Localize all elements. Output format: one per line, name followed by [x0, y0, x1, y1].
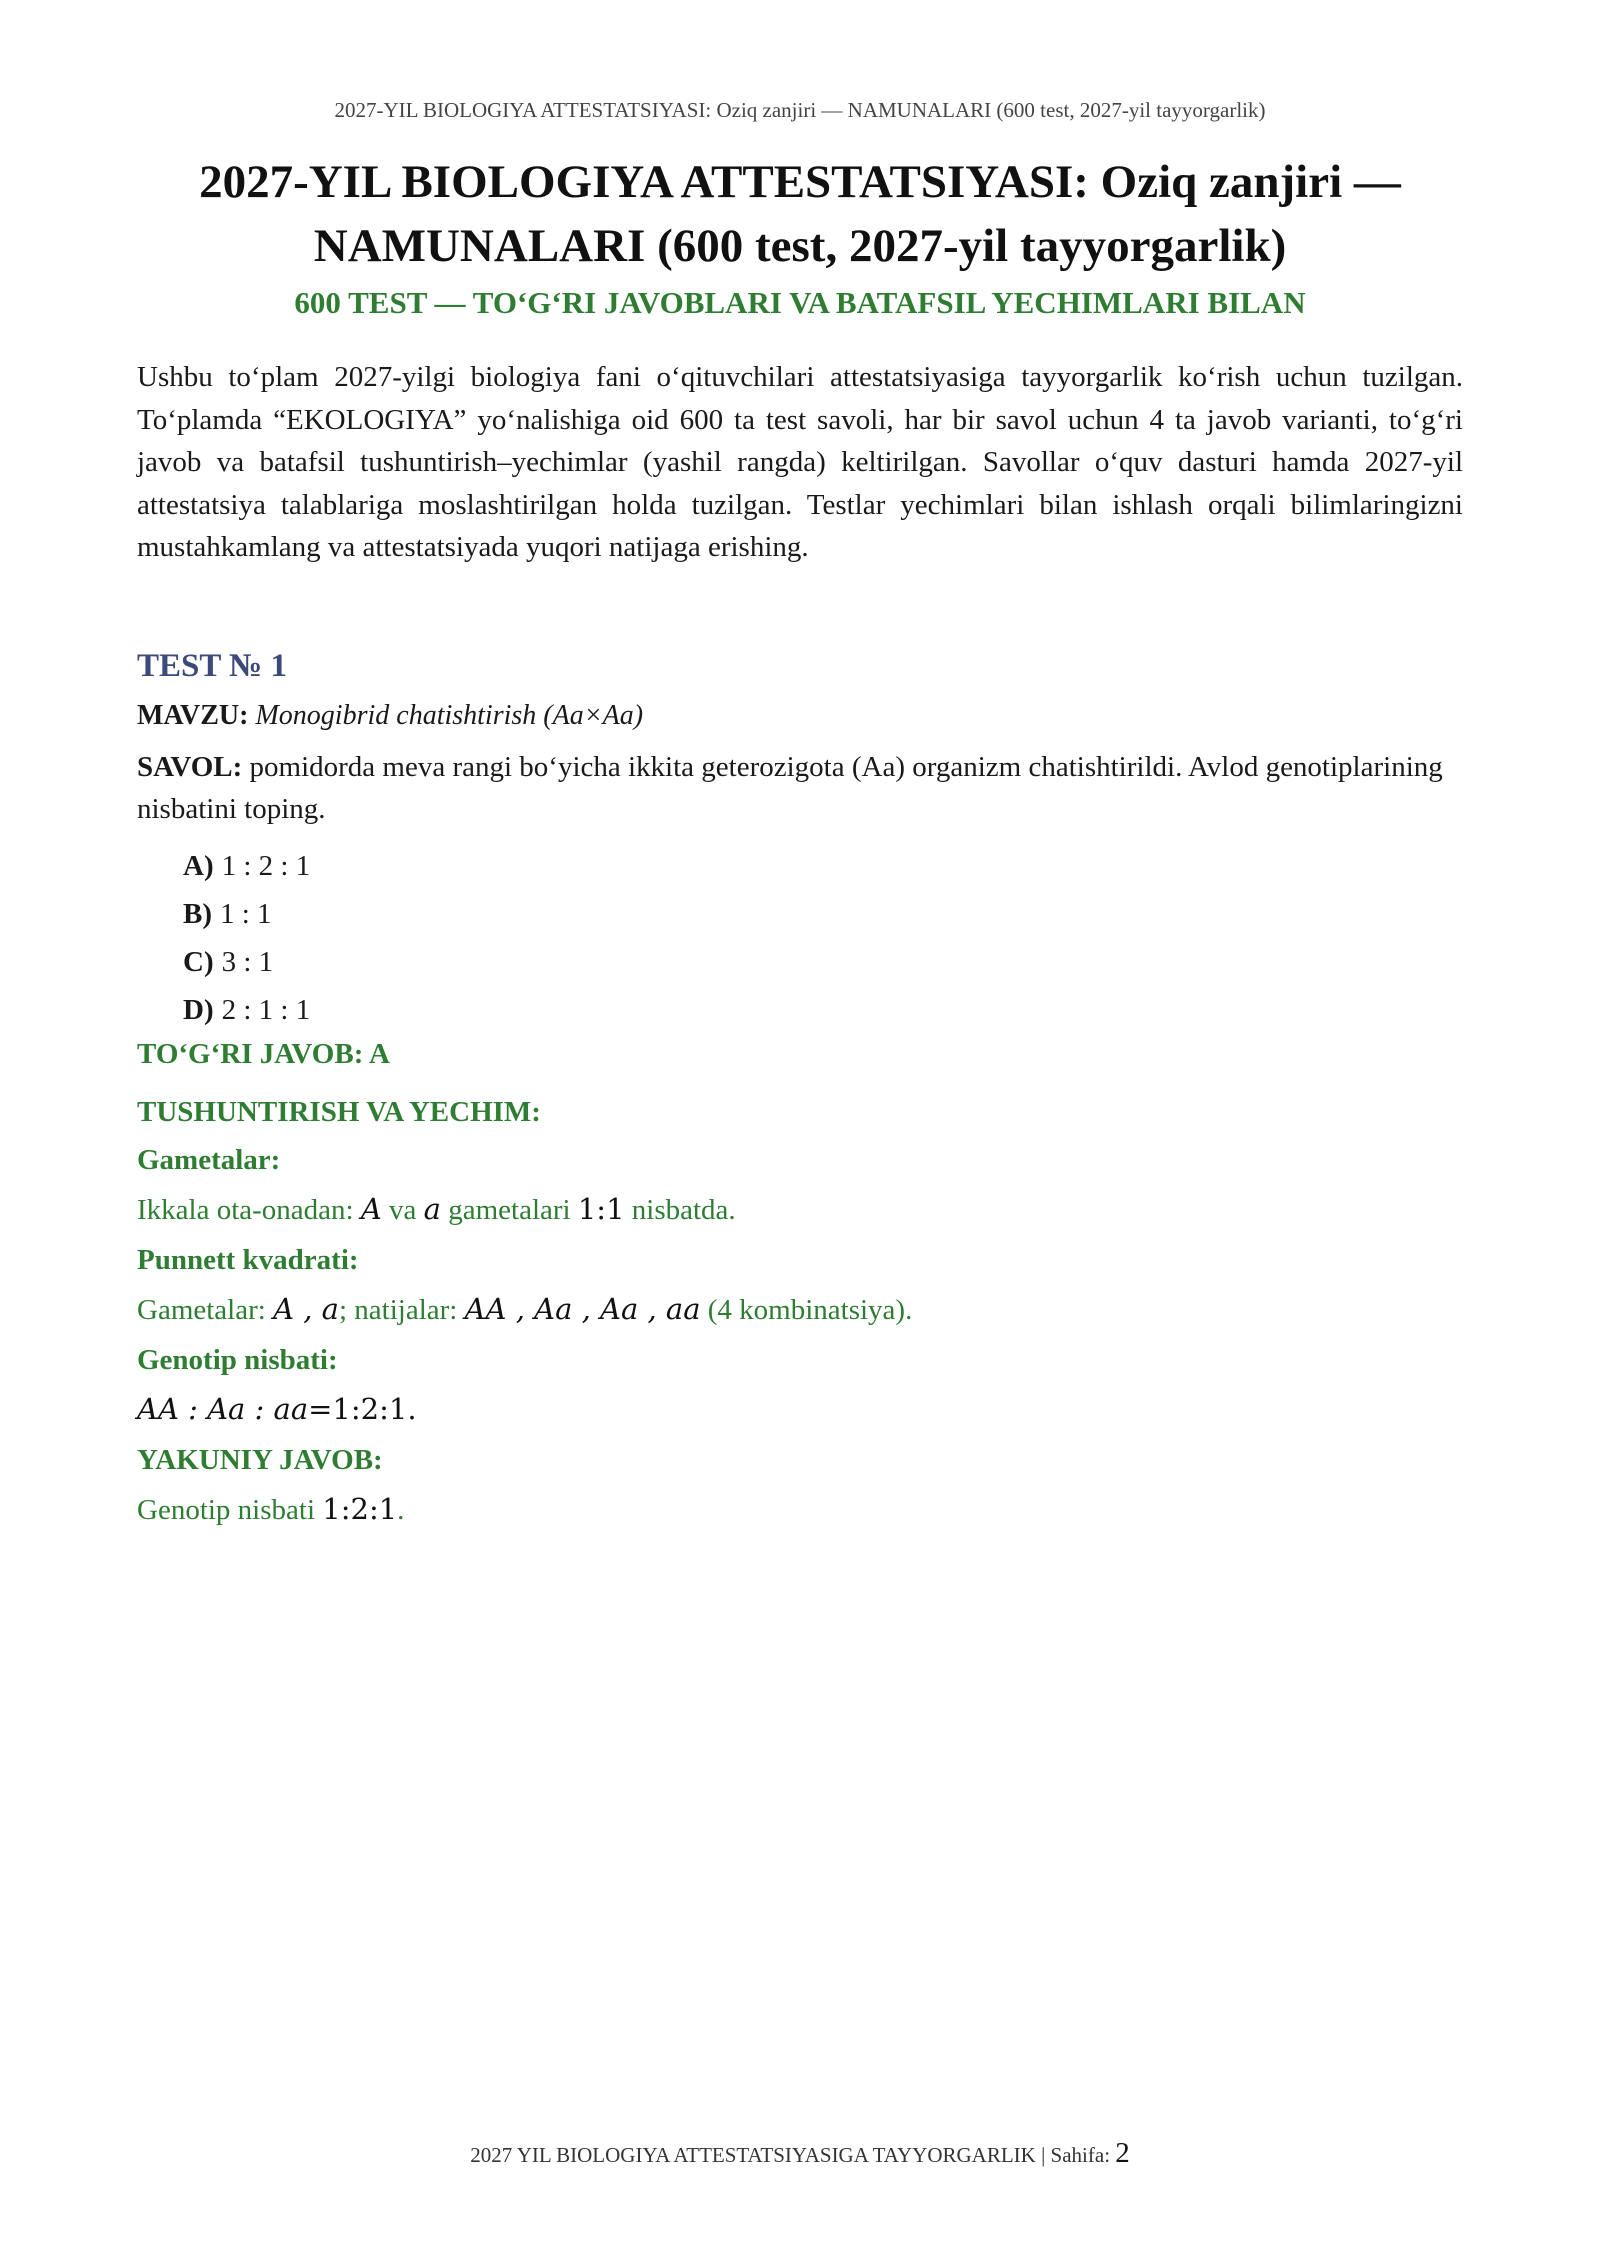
formula-end: .	[407, 1392, 417, 1426]
genotype-list: AA , Aa , Aa , aa	[464, 1292, 701, 1326]
final-answer-heading: YAKUNIY JAVOB:	[137, 1444, 383, 1476]
final-text-part: Genotip nisbati	[137, 1494, 323, 1526]
gametes-text	[137, 1192, 1463, 1244]
gametes-text-part: gametalari	[440, 1194, 578, 1226]
footer-separator: |	[1041, 2143, 1046, 2167]
punnett-heading: Punnett kvadrati:	[137, 1244, 359, 1276]
gametes-text-part: Ikkala ota-onadan:	[137, 1194, 361, 1226]
page-label: Sahifa:	[1050, 2143, 1111, 2167]
answer-option	[183, 938, 1463, 986]
answer-options	[137, 842, 1463, 1034]
page-title-line-2: NAMUNALARI (600 test, 2027-yil tayyorgarlik)	[313, 220, 1287, 272]
footer-text: 2027 YIL BIOLOGIYA ATTESTATSIYASIGA TAYYORGARLIK	[470, 2143, 1036, 2167]
question-text: pomidorda meva rangi bo‘yicha ikkita geterozigota (Aa) organizm chatishtirildi. Avlod genotiplarining nisbatini toping.	[137, 751, 1443, 825]
option-text: 3 : 1	[221, 946, 274, 978]
formula-lhs: AA : Aa : aa	[137, 1392, 309, 1426]
option-text: 1 : 1	[220, 898, 272, 930]
ratio-value: 1:1	[577, 1192, 625, 1226]
explanation-heading: TUSHUNTIRISH VA YECHIM:	[137, 1096, 541, 1128]
genotype-ratio-heading: Genotip nisbati:	[137, 1344, 338, 1376]
punnett-text-part: (4 kombinatsiya).	[700, 1294, 913, 1326]
option-letter: A)	[183, 850, 214, 882]
page-title	[120, 150, 1480, 278]
gamete-symbol: A	[360, 1192, 382, 1226]
test-topic	[137, 700, 1463, 746]
correct-answer: TO‘G‘RI JAVOB: A	[137, 1038, 390, 1070]
punnett-text-part: ; natijalar:	[338, 1294, 465, 1326]
formula-rhs: =1:2:1	[308, 1392, 408, 1426]
ratio-value: 1:2:1	[322, 1492, 398, 1526]
option-letter: C)	[183, 946, 214, 978]
gametes-text-part: va	[381, 1194, 424, 1226]
answer-option	[183, 986, 1463, 1034]
gamete-symbol: a	[423, 1192, 441, 1226]
page-subtitle: 600 TEST — TO‘G‘RI JAVOBLARI VA BATAFSIL YECHIMLARI BILAN	[294, 285, 1306, 320]
page-number: 2	[1115, 2137, 1130, 2169]
test-heading: TEST № 1	[137, 648, 287, 684]
running-header: 2027-YIL BIOLOGIYA ATTESTATSIYASI: Oziq zanjiri — NAMUNALARI (600 test, 2027-yil tayyorgarlik)	[334, 98, 1266, 122]
option-text: 1 : 2 : 1	[221, 850, 311, 882]
punnett-text	[137, 1292, 1463, 1344]
punnett-text-part: Gametalar:	[137, 1294, 274, 1326]
answer-option	[183, 842, 1463, 890]
final-answer-text	[137, 1492, 1463, 1527]
option-letter: D)	[183, 994, 214, 1026]
question-label: SAVOL:	[137, 751, 243, 783]
test-block	[137, 648, 1463, 1527]
gametes-text-part: nisbatda.	[624, 1194, 736, 1226]
page-title-line-1: 2027-YIL BIOLOGIYA ATTESTATSIYASI: Oziq zanjiri —	[199, 156, 1401, 208]
topic-label: MAVZU:	[137, 700, 249, 731]
genotype-ratio-formula	[137, 1392, 1463, 1444]
final-text-part: .	[397, 1494, 405, 1526]
gamete-list: A , a	[273, 1292, 339, 1326]
answer-option	[183, 890, 1463, 938]
option-letter: B)	[183, 898, 212, 930]
running-footer	[0, 2137, 1600, 2170]
gametes-heading: Gametalar:	[137, 1144, 281, 1176]
test-question	[137, 746, 1463, 830]
topic-value: Monogibrid chatishtirish (Aa×Aa)	[255, 700, 644, 731]
intro-paragraph: Ushbu to‘plam 2027-yilgi biologiya fani o‘qituvchilari attestatsiyasiga tayyorgarlik ko‘rish uchun tuzilgan. To‘plamda “EKOLOGIYA” yo‘nalishiga oid 600 ta test savoli, har bir savol uchun 4 ta javob varianti, to‘g‘ri javob va batafsil tushuntirish–yechimlar (yashil rangda) keltirilgan. Savollar o‘quv dasturi hamda 2027-yil attestatsiya talablariga moslashtirilgan holda tuzilgan. Testlar yechimlari bilan ishlash orqali bilimlaringizni mustahkamlang va attestatsiyada yuqori natijaga erishing.	[137, 361, 1463, 563]
option-text: 2 : 1 : 1	[221, 994, 311, 1026]
